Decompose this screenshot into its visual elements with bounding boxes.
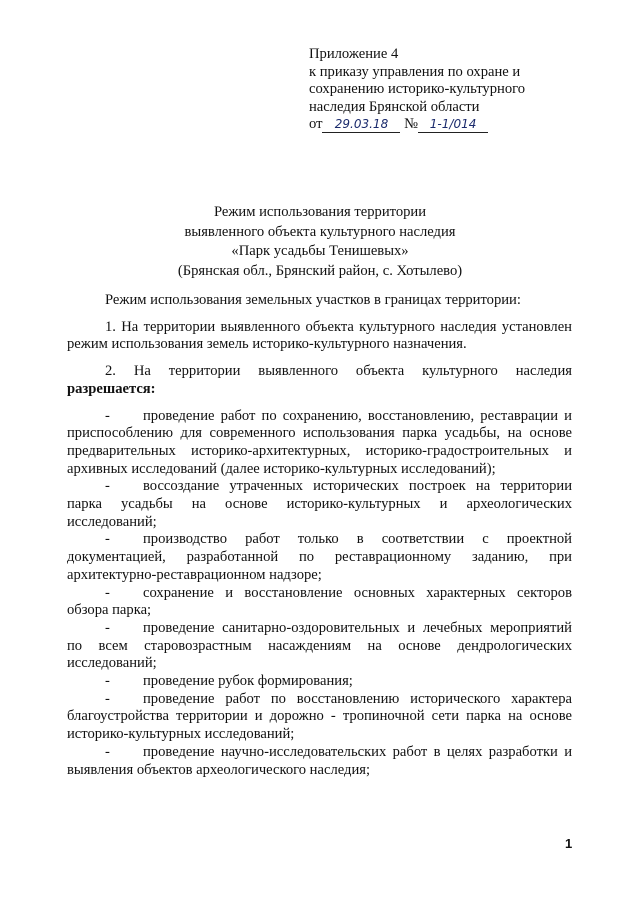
paragraph-1: 1. На территории выявленного объекта культурного наследия установлен режим использования земель историко-культурного назначения. — [67, 318, 572, 353]
title-line-4: (Брянская обл., Брянский район, с. Хотылево) — [177, 262, 463, 279]
list-item-text: воссоздание утраченных исторических построек на территории парка усадьбы на основе историко-культурных и археологических исследований; — [67, 478, 572, 530]
appendix-line-2: к приказу управления по охране и — [309, 63, 521, 80]
list-dash: - — [105, 531, 110, 548]
page-number: 1 — [565, 836, 573, 851]
paragraph-2-text: 2. На территории выявленного объекта культурного наследия — [105, 363, 572, 380]
list-dash: - — [105, 743, 110, 760]
list-item-text: проведение рубок формирования; — [143, 673, 353, 690]
document-body — [67, 292, 572, 779]
list-item-text: проведение работ по восстановлению исторического характера благоустройства территории и дорожно - тропиночной сети парка на основе историко-культурных исследований; — [67, 690, 572, 743]
handwritten-date: 29.03.18 — [322, 117, 400, 133]
list-item-text: проведение научно-исследовательских работ в целях разработки и выявления объектов археологического наследия; — [67, 743, 572, 778]
list-dash: - — [105, 619, 110, 636]
appendix-line-1: Приложение 4 — [309, 46, 399, 62]
intro-paragraph: Режим использования земельных участков в границах территории: — [105, 292, 521, 308]
list-item — [67, 691, 572, 744]
list-item — [67, 673, 572, 691]
list-item — [67, 478, 572, 531]
list-dash: - — [105, 673, 110, 690]
list-item — [67, 531, 572, 584]
title-line-1: Режим использования территории — [213, 204, 427, 220]
handwritten-number: 1-1/014 — [418, 117, 488, 133]
order-date-number-line — [309, 116, 599, 134]
list-dash: - — [105, 584, 110, 601]
list-item-text: проведение санитарно-оздоровительных и лечебных мероприятий по всем старовозрастным насаждениям на основе дендрологических исследований; — [67, 619, 572, 672]
list-dash: - — [105, 407, 110, 424]
appendix-header — [309, 46, 599, 134]
list-dash: - — [105, 478, 110, 495]
list-item — [67, 585, 572, 620]
appendix-line-3: сохранению историко-культурного — [309, 81, 526, 98]
list-item — [67, 620, 572, 673]
document-title — [0, 203, 640, 281]
list-item-text: проведение работ по сохранению, восстановлению, реставрации и приспособлению для современного использования парка усадьбы, на основе предварительных историко-архитектурных, историко-градостроительных и архивных исследований (далее историко-культурных исследований); — [67, 407, 572, 477]
paragraph-2 — [67, 363, 572, 398]
list-dash: - — [105, 690, 110, 707]
date-prefix: от — [309, 116, 323, 133]
list-item-text: производство работ только в соответствии с проектной документацией, разработанной по реставрационному заданию, при архитектурно-реставрационном надзоре; — [67, 531, 572, 583]
list-item-text: сохранение и восстановление основных характерных секторов обзора парка; — [67, 584, 572, 619]
permitted-list — [67, 408, 572, 780]
appendix-line-4: наследия Брянской области — [309, 98, 480, 115]
paragraph-2-bold: разрешается: — [67, 380, 156, 397]
title-line-3: «Парк усадьбы Тенишевых» — [231, 243, 409, 259]
list-item — [67, 408, 572, 479]
number-prefix: № — [404, 116, 419, 133]
list-item — [67, 744, 572, 779]
title-line-2: выявленного объекта культурного наследия — [184, 223, 456, 240]
